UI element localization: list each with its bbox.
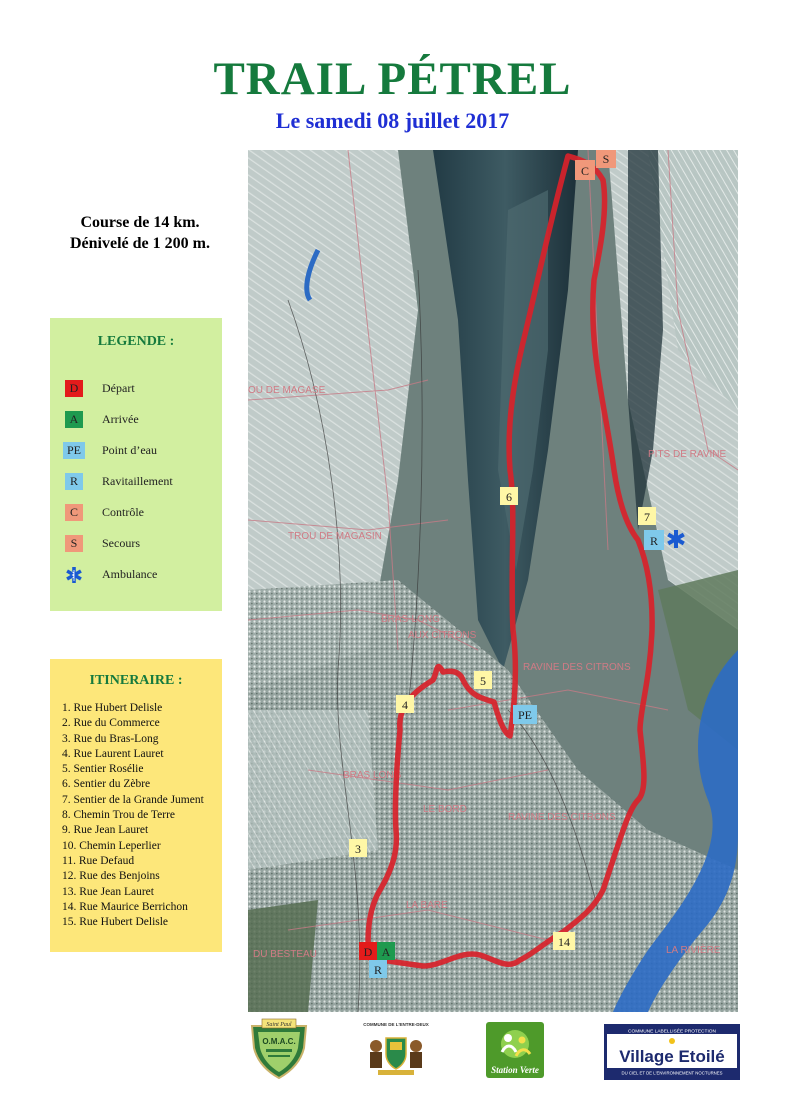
omac-shield-icon	[248, 1018, 310, 1080]
legend-item-ravitaillement	[50, 473, 222, 493]
marker-7: 7	[644, 510, 650, 524]
legend-label-ambulance: Ambulance	[102, 567, 158, 581]
itinerary-item: 2. Rue du Commerce	[62, 717, 160, 730]
marker-secours: S	[602, 152, 610, 166]
course-info	[40, 212, 240, 254]
place-label: BRAS LONG	[343, 770, 402, 781]
marker-ravitaillement-bottom: R	[373, 963, 383, 977]
marker-ravitaillement-top: R	[649, 534, 659, 548]
village-bottom-text: DU CIEL ET DE L'ENVIRONNEMENT NOCTURNES	[621, 1070, 723, 1076]
marker-5: 5	[480, 674, 486, 688]
legend-title: LEGENDE :	[97, 334, 175, 349]
marker-arrivee: A	[381, 945, 391, 959]
itinerary-item: 11. Rue Defaud	[62, 854, 135, 867]
place-label: DU BESTEAU	[253, 949, 317, 960]
legend-label-secours: Secours	[102, 536, 140, 550]
place-label: LE BORD	[423, 804, 467, 815]
legend-panel	[50, 318, 222, 611]
commune-crest-icon	[360, 1020, 432, 1078]
legend-label-ravitaillement: Ravitaillement	[102, 474, 173, 488]
aerial-route-map[interactable]	[248, 150, 738, 1012]
village-etoile-logo	[604, 1024, 740, 1080]
legend-item-point-eau	[50, 442, 222, 462]
omac-top-text: Saint Paul	[266, 1022, 292, 1028]
legend-label-depart: Départ	[102, 381, 135, 395]
place-label: OU DE MAGASE	[248, 385, 326, 396]
itinerary-item: 4. Rue Laurent Lauret	[62, 747, 164, 760]
village-text: Village Etoilé	[619, 1047, 725, 1066]
itinerary-title: ITINERAIRE :	[89, 673, 183, 688]
marker-controle: C	[580, 164, 590, 178]
marker-depart: D	[363, 945, 373, 959]
marker-point-eau: PE	[517, 708, 533, 722]
itinerary-item: 3. Rue du Bras-Long	[62, 732, 159, 745]
star-icon	[669, 1038, 675, 1044]
marker-14: 14	[558, 935, 570, 949]
legend-item-ambulance	[50, 566, 222, 586]
course-distance: Course de 14 km.	[80, 214, 200, 231]
itinerary-item: 7. Sentier de la Grande Jument	[62, 793, 204, 806]
itinerary-item: 9. Rue Jean Lauret	[62, 824, 149, 837]
village-top-text: COMMUNE LABELLISÉE PROTECTION	[628, 1029, 716, 1035]
star-of-life-icon	[65, 566, 83, 584]
commune-logo	[360, 1020, 432, 1078]
itinerary-list	[62, 701, 204, 930]
station-verte-text: Station Verte	[491, 1065, 539, 1075]
place-label: BRAS-LONG	[381, 614, 440, 625]
omac-text: O.M.A.C.	[262, 1037, 296, 1046]
itinerary-item: 13. Rue Jean Lauret	[62, 885, 154, 898]
event-date: Le samedi 08 juillet 2017	[275, 108, 510, 133]
station-verte-logo	[486, 1022, 544, 1078]
place-label: PITS DE RAVINE	[648, 449, 727, 460]
village-etoile-badge	[604, 1024, 740, 1080]
itinerary-panel	[50, 659, 222, 952]
itinerary-item: 10. Chemin Leperlier	[62, 839, 161, 852]
legend-symbol-point-eau: PE	[63, 442, 85, 459]
legend-item-secours	[50, 535, 222, 555]
itinerary-item: 12. Rue des Benjoins	[62, 870, 160, 883]
map-canvas	[248, 150, 738, 1012]
place-label: RAVINE DES CITRONS	[523, 662, 631, 673]
itinerary-item: 15. Rue Hubert Delisle	[62, 916, 169, 929]
place-label: LA RIVIÈRE	[666, 945, 721, 956]
place-label: LA BARE	[406, 900, 448, 911]
legend-symbol-ravitaillement: R	[65, 473, 83, 490]
itinerary-item: 5. Sentier Rosélie	[62, 763, 144, 776]
legend-item-arrivee	[50, 411, 222, 431]
place-label: AUX CITRONS	[408, 630, 477, 641]
marker-6: 6	[506, 490, 512, 504]
station-verte-icon	[486, 1022, 544, 1078]
itinerary-item: 14. Rue Maurice Berrichon	[62, 900, 188, 913]
place-label: RAVINE DES CITRONS	[508, 812, 616, 823]
page-title: TRAIL PÉTREL	[213, 53, 572, 105]
legend-item-controle	[50, 504, 222, 524]
legend-item-depart	[50, 380, 222, 400]
legend-symbol-secours: S	[65, 535, 83, 552]
course-elevation: Dénivelé de 1 200 m.	[70, 235, 210, 252]
legend-symbol-depart: D	[65, 380, 83, 397]
legend-symbol-controle: C	[65, 504, 83, 521]
itinerary-item: 8. Chemin Trou de Terre	[62, 809, 176, 822]
legend-label-point-eau: Point d’eau	[102, 443, 157, 457]
marker-3: 3	[355, 842, 361, 856]
itinerary-item: 1. Rue Hubert Delisle	[62, 702, 163, 714]
legend-label-arrivee: Arrivée	[102, 412, 139, 426]
itinerary-item: 6. Sentier du Zèbre	[62, 778, 151, 791]
legend-symbol-arrivee: A	[65, 411, 83, 428]
place-label: TROU DE MAGASIN	[288, 531, 382, 542]
marker-4: 4	[402, 698, 408, 712]
legend-label-controle: Contrôle	[102, 505, 144, 519]
omac-logo	[248, 1018, 310, 1080]
commune-text: COMMUNE DE L'ENTRE-DEUX	[363, 1022, 429, 1027]
